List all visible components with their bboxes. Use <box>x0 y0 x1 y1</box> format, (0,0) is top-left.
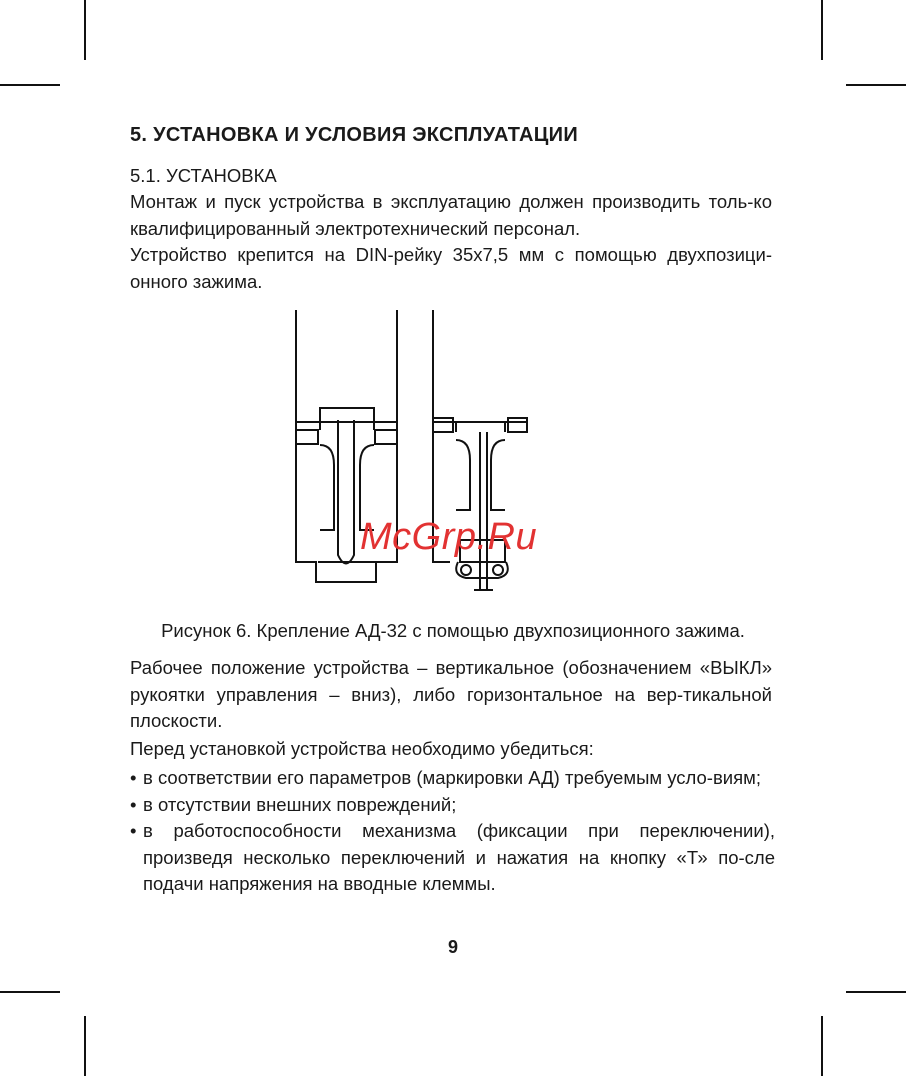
paragraph-installation-staff: Монтаж и пуск устройства в эксплуатацию должен производить толь-ко квалифицированный электротехнический персонал. <box>130 191 772 239</box>
list-item-text: в работоспособности механизма (фиксации при переключении), произведя несколько переключений и нажатия на кнопку «Т» по-сле подачи напряжения на вводные клеммы. <box>143 820 775 894</box>
list-item-text: в соответствии его параметров (маркировки АД) требуемым усло-виям; <box>143 767 762 788</box>
crop-mark <box>0 991 60 993</box>
watermark-text: McGrp.Ru <box>360 516 538 558</box>
list-item <box>130 765 775 792</box>
crop-mark <box>846 84 906 86</box>
crop-mark <box>84 1016 86 1076</box>
paragraph-checks-intro: Перед установкой устройства необходимо убедиться: <box>130 738 594 759</box>
crop-mark <box>821 1016 823 1076</box>
paragraph-working-position: Рабочее положение устройства – вертикальное (обозначением «ВЫКЛ» рукоятки управления – вниз), либо горизонтальное на вер-тикальной плоскости. <box>130 657 772 731</box>
bullet-marker: • <box>130 767 137 788</box>
section-heading: 5. УСТАНОВКА И УСЛОВИЯ ЭКСПЛУАТАЦИИ <box>130 124 578 146</box>
checklist <box>130 765 775 898</box>
list-item <box>130 792 775 819</box>
bullet-marker: • <box>130 793 137 815</box>
bullet-marker: • <box>130 820 137 841</box>
subsection-heading: 5.1. УСТАНОВКА <box>130 165 277 186</box>
crop-mark <box>821 0 823 60</box>
list-item <box>130 818 775 898</box>
figure-caption: Рисунок 6. Крепление АД-32 с помощью двухпозиционного зажима. <box>161 620 745 641</box>
crop-mark <box>84 0 86 60</box>
paragraph-din-rail: Устройство крепится на DIN-рейку 35х7,5 мм с помощью двухпозици-онного зажима. <box>130 244 772 292</box>
list-item-text: в отсутствии внешних повреждений; <box>143 793 457 815</box>
crop-mark <box>0 84 60 86</box>
crop-mark <box>846 991 906 993</box>
page-number: 9 <box>447 937 458 957</box>
